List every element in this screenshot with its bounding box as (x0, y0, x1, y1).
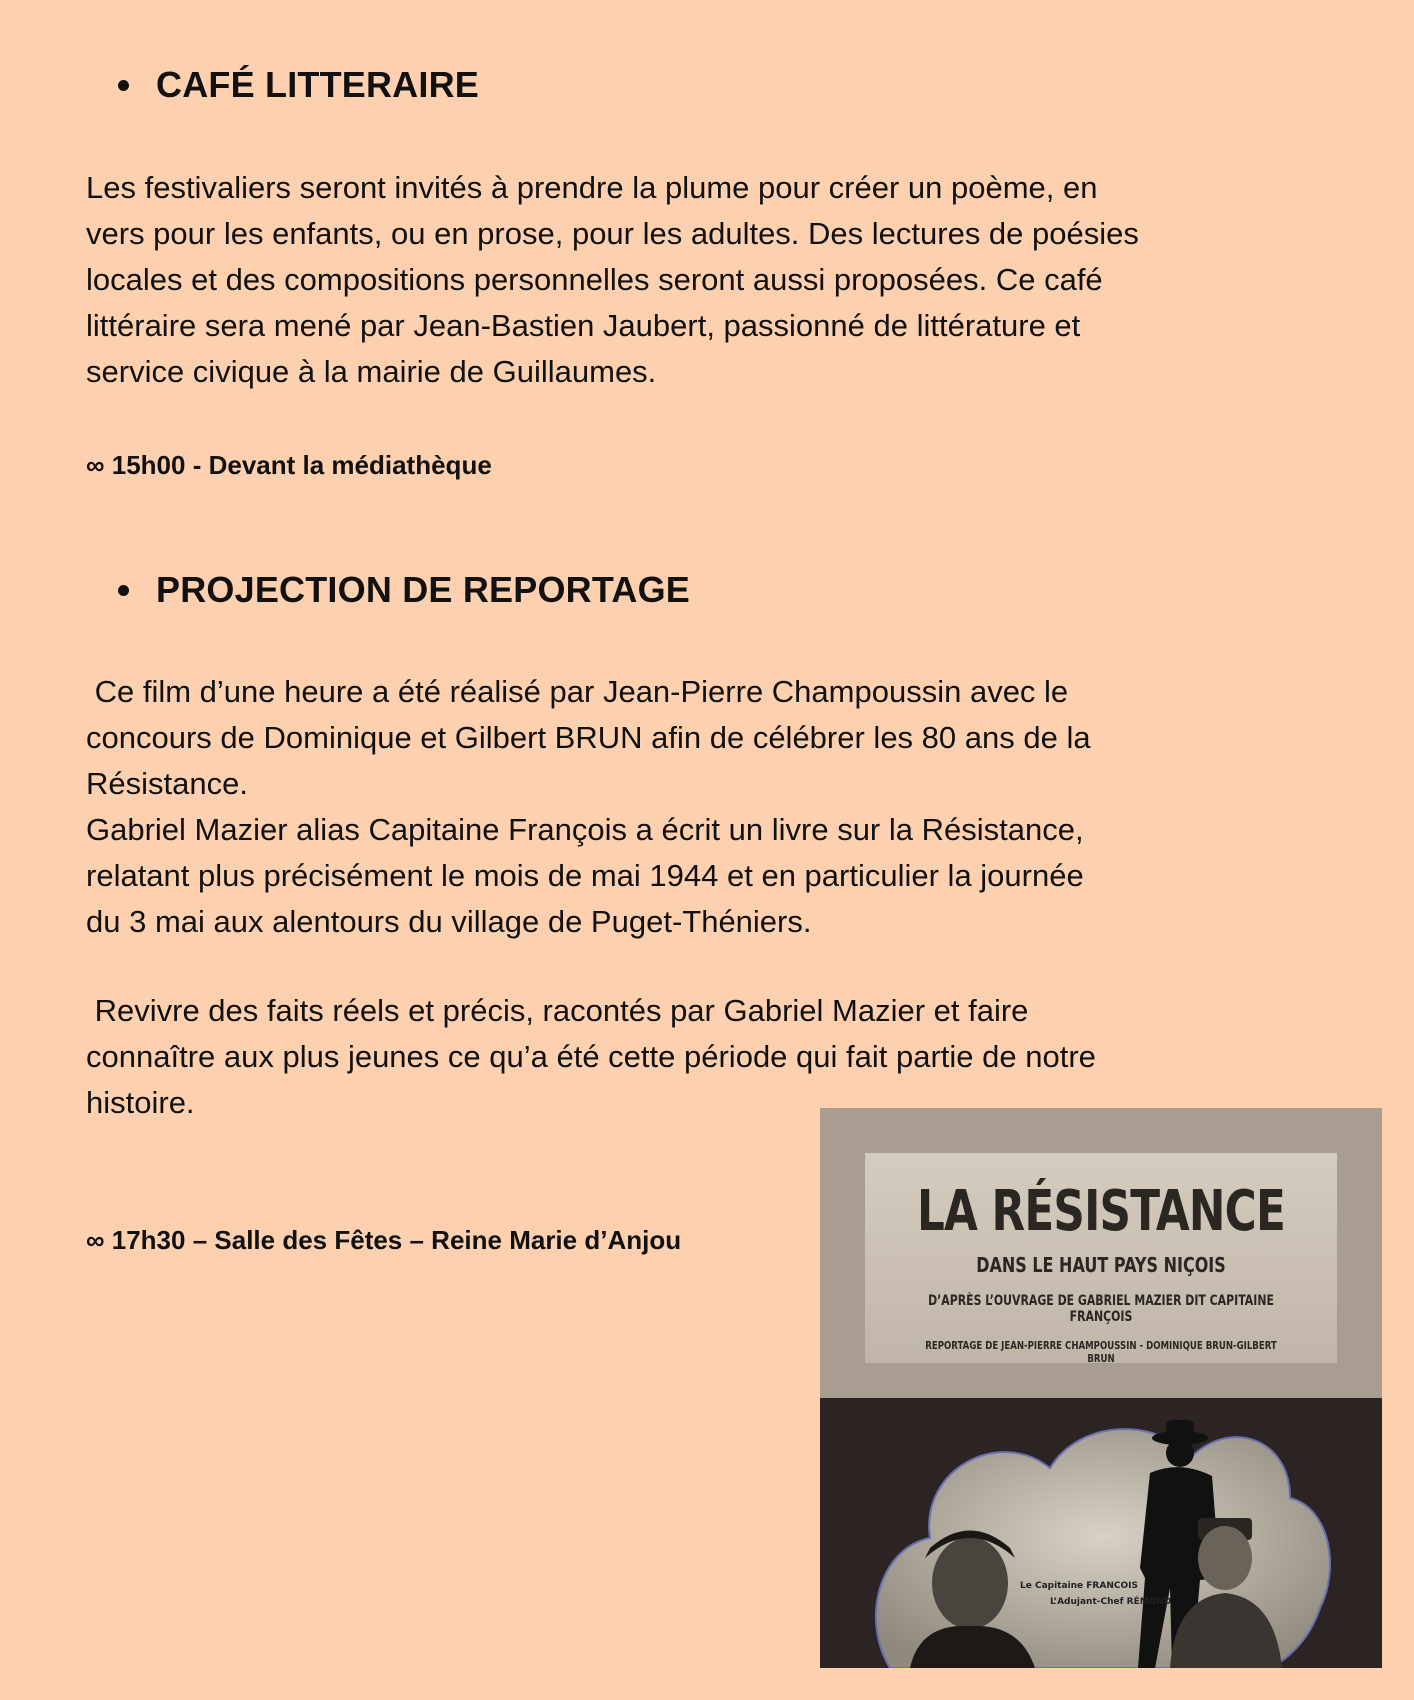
text-line: Ce film d’une heure a été réalisé par Jean-Pierre Champoussin avec le (86, 674, 1069, 709)
text-line: Les festivaliers seront invités à prendre la plume pour créer un poème, en (86, 170, 1098, 205)
text-line: concours de Dominique et Gilbert BRUN afin de célébrer les 80 ans de la (86, 720, 1091, 755)
section-heading-cafe (118, 64, 479, 106)
text-line: histoire. (86, 1085, 195, 1120)
text-line: connaître aux plus jeunes ce qu’a été cette période qui fait partie de notre (86, 1039, 1096, 1074)
caption-line: Le Capitaine FRANCOIS (1020, 1581, 1138, 1591)
text-line: du 3 mai aux alentours du village de Puget-Théniers. (86, 904, 812, 939)
poster-credit-book: D’APRÈS L’OUVRAGE DE GABRIEL MAZIER DIT CAPITAINE FRANÇOIS (928, 1293, 1274, 1325)
cafe-description (86, 165, 1336, 395)
projection-time-location: ∞ 17h30 – Salle des Fêtes – Reine Marie d’Anjou (86, 1225, 682, 1255)
text-line: service civique à la mairie de Guillaumes. (86, 354, 657, 389)
text-line: Revivre des faits réels et précis, racontés par Gabriel Mazier et faire (86, 993, 1029, 1028)
poster-banner (865, 1153, 1337, 1363)
text-line: Résistance. (86, 766, 248, 801)
bullet-icon (118, 585, 129, 596)
text-line: littéraire sera mené par Jean-Bastien Jaubert, passionné de littérature et (86, 308, 1081, 343)
poster-photo-area (820, 1398, 1382, 1668)
poster-title: LA RÉSISTANCE (916, 1179, 1286, 1244)
poster-subtitle: DANS LE HAUT PAYS NIÇOIS (976, 1253, 1226, 1277)
projection-description (86, 669, 1336, 945)
film-poster (820, 1108, 1382, 1668)
projection-description-2 (86, 988, 1336, 1126)
bullet-icon (118, 80, 129, 91)
caption-line: L’Adujant-Chef RÉMOND (1050, 1597, 1172, 1607)
text-line: relatant plus précisément le mois de mai 1944 et en particulier la journée (86, 858, 1084, 893)
text-line: Gabriel Mazier alias Capitaine François a écrit un livre sur la Résistance, (86, 812, 1084, 847)
heading-text: PROJECTION DE REPORTAGE (156, 569, 691, 610)
poster-caption (1020, 1578, 1171, 1610)
heading-text: CAFÉ LITTERAIRE (156, 64, 479, 105)
text-line: vers pour les enfants, ou en prose, pour les adultes. Des lectures de poésies (86, 216, 1139, 251)
poster-photo-illustration (820, 1398, 1382, 1668)
poster-credit-film: REPORTAGE DE JEAN-PIERRE CHAMPOUSSIN - DOMINIQUE BRUN-GILBERT BRUN (925, 1339, 1277, 1365)
text-line: locales et des compositions personnelles seront aussi proposées. Ce café (86, 262, 1103, 297)
cafe-time-location: ∞ 15h00 - Devant la médiathèque (86, 450, 492, 480)
section-heading-projection (118, 569, 690, 611)
